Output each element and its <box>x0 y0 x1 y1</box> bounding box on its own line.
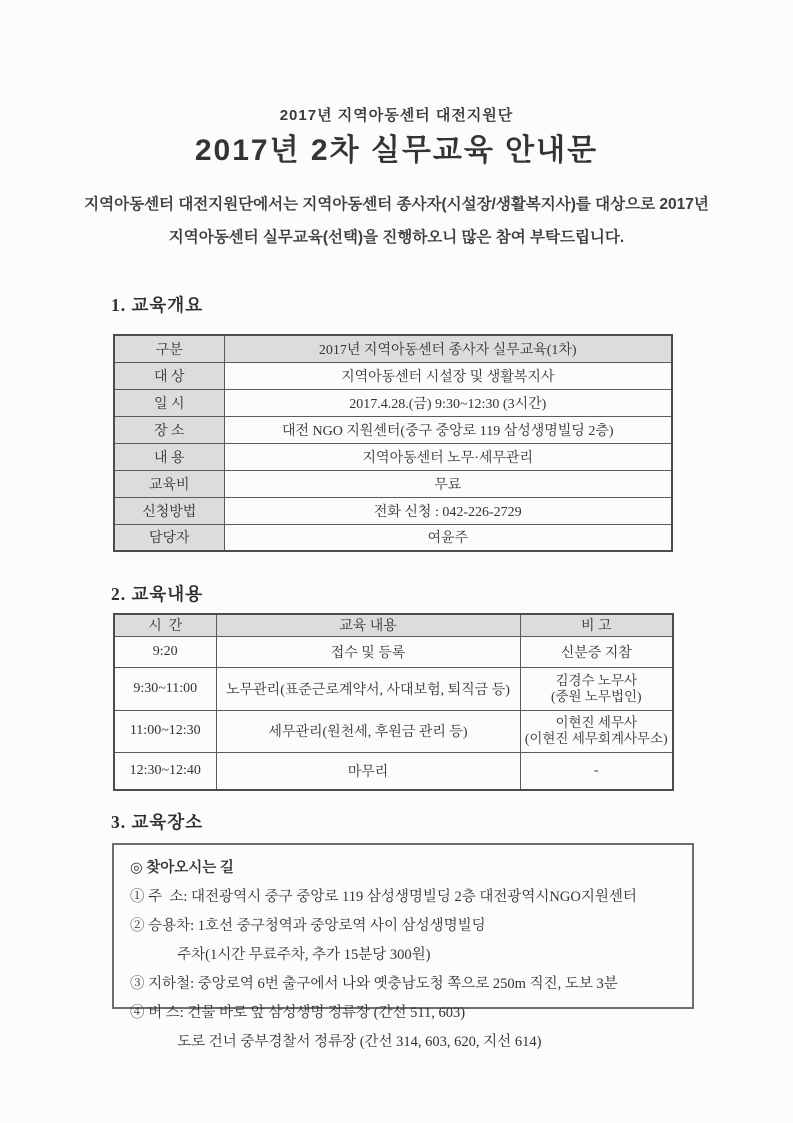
row-value: 대전 NGO 지원센터(중구 중앙로 119 삼성생명빌딩 2층) <box>224 416 672 443</box>
cell-time: 9:20 <box>114 636 216 667</box>
note-line-2: (중원 노무법인) <box>550 688 642 704</box>
row-label: 일 시 <box>114 389 224 416</box>
cell-note: 신분증 지참 <box>520 636 673 667</box>
row-value: 2017년 지역아동센터 종사자 실무교육(1차) <box>224 335 672 362</box>
table-row <box>114 470 672 497</box>
cell-time: 9:30~11:00 <box>114 667 216 710</box>
directions-title: ◎ 찾아오시는 길 <box>130 860 234 876</box>
intro-paragraph <box>40 188 753 254</box>
directions-line-parking: 주차(1시간 무료주차, 추가 15분당 300원) <box>130 947 431 963</box>
cell-time: 11:00~12:30 <box>114 710 216 752</box>
cell-time: 12:30~12:40 <box>114 752 216 790</box>
org-line: 2017년 지역아동센터 대전지원단 <box>279 107 514 124</box>
row-value: 지역아동센터 시설장 및 생활복지사 <box>224 362 672 389</box>
row-value: 지역아동센터 노무·세무관리 <box>224 443 672 470</box>
cell-note <box>520 710 673 752</box>
table-row <box>114 362 672 389</box>
directions-line-car: ② 승용차: 1호선 중구청역과 중앙로역 사이 삼성생명빌딩 <box>130 918 486 934</box>
row-value: 2017.4.28.(금) 9:30~12:30 (3시간) <box>224 389 672 416</box>
row-label: 교육비 <box>114 470 224 497</box>
intro-line-1: 지역아동센터 대전지원단에서는 지역아동센터 종사자(시설장/생활복지사)를 대상으로 2017년 <box>84 196 709 213</box>
table-row <box>114 443 672 470</box>
table-header-row <box>114 614 673 636</box>
table-row <box>114 710 673 752</box>
cell-content: 노무관리(표준근로계약서, 사대보험, 퇴직금 등) <box>216 667 520 710</box>
table-row <box>114 497 672 524</box>
table-row <box>114 416 672 443</box>
directions-line-bus2: 도로 건너 중부경찰서 정류장 (간선 314, 603, 620, 지선 614) <box>130 1034 542 1050</box>
table-row <box>114 752 673 790</box>
directions-line-bus: ④ 버 스: 건물 바로 앞 삼성생명 정류장 (간선 511, 603) <box>130 1005 466 1021</box>
row-label: 구분 <box>114 335 224 362</box>
note-line-2: (이현진 세무회계사무소) <box>524 731 668 746</box>
row-label: 내 용 <box>114 443 224 470</box>
directions-line-subway: ③ 지하철: 중앙로역 6번 출구에서 나와 옛충남도청 쪽으로 250m 직진, 도보 3분 <box>130 976 618 992</box>
row-label: 신청방법 <box>114 497 224 524</box>
note-line-1: 김경수 노무사 <box>555 672 638 688</box>
schedule-table <box>113 613 674 791</box>
row-label: 담당자 <box>114 524 224 551</box>
intro-line-2: 지역아동센터 실무교육(선택)을 진행하오니 많은 참여 부탁드립니다. <box>168 229 625 246</box>
section-heading-location: 3. 교육장소 <box>111 812 204 832</box>
cell-note: - <box>520 752 673 790</box>
row-value: 여윤주 <box>224 524 672 551</box>
table-row <box>114 389 672 416</box>
table-row <box>114 335 672 362</box>
table-row <box>114 667 673 710</box>
column-header-time: 시 간 <box>114 614 216 636</box>
table-row <box>114 524 672 551</box>
note-line-1: 이현진 세무사 <box>555 715 638 730</box>
cell-content: 접수 및 등록 <box>216 636 520 667</box>
row-value: 무료 <box>224 470 672 497</box>
directions-line-address: ① 주 소: 대전광역시 중구 중앙로 119 삼성생명빌딩 2층 대전광역시NGO지원센터 <box>130 889 637 905</box>
cell-content: 세무관리(원천세, 후원금 관리 등) <box>216 710 520 752</box>
doc-title: 2017년 2차 실무교육 안내문 <box>194 134 599 167</box>
section-heading-schedule: 2. 교육내용 <box>111 584 204 604</box>
overview-table <box>113 334 673 552</box>
row-label: 대 상 <box>114 362 224 389</box>
row-value: 전화 신청 : 042-226-2729 <box>224 497 672 524</box>
column-header-note: 비 고 <box>520 614 673 636</box>
row-label: 장 소 <box>114 416 224 443</box>
directions-box <box>112 843 694 1050</box>
cell-note <box>520 667 673 710</box>
section-heading-overview: 1. 교육개요 <box>111 295 204 315</box>
table-row <box>114 636 673 667</box>
column-header-content: 교육 내용 <box>216 614 520 636</box>
cell-content: 마무리 <box>216 752 520 790</box>
